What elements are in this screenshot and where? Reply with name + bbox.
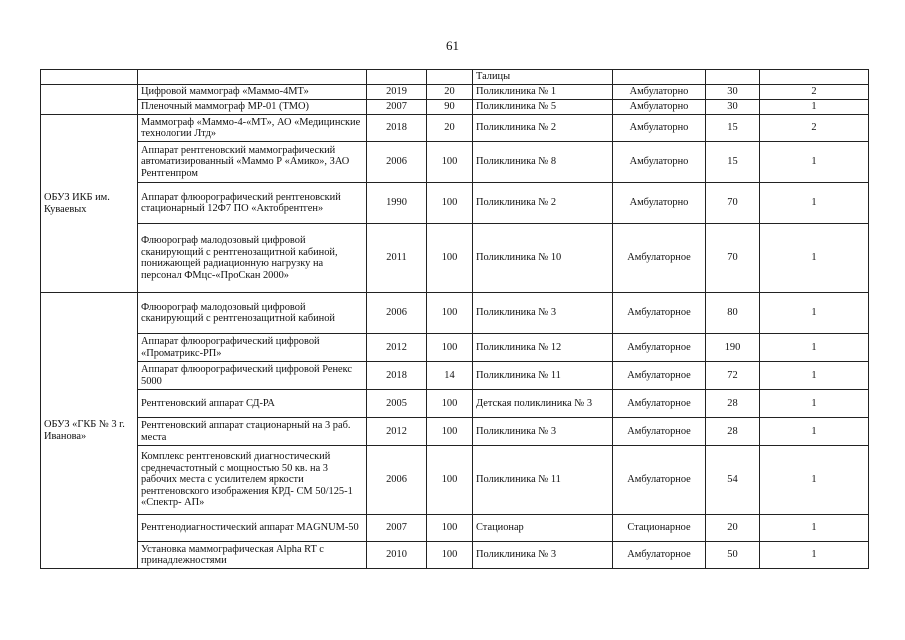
location-cell: Поликлиника № 10 [473, 224, 613, 293]
load-cell: 28 [706, 390, 760, 418]
continuation-label: Талицы [473, 70, 613, 85]
mode-cell: Амбулаторное [613, 418, 706, 446]
mode-cell: Амбулаторно [613, 100, 706, 115]
mode-cell: Амбулаторное [613, 390, 706, 418]
load-cell: 28 [706, 418, 760, 446]
org-cell [41, 85, 138, 115]
wear-cell: 100 [427, 390, 473, 418]
table-row [41, 362, 869, 390]
load-cell: 190 [706, 334, 760, 362]
year-cell: 2006 [367, 446, 427, 515]
location-cell: Поликлиника № 2 [473, 183, 613, 224]
equipment-name: Рентгеновский аппарат стационарный на 3 раб. места [138, 418, 367, 446]
location-cell: Поликлиника № 5 [473, 100, 613, 115]
count-cell: 2 [760, 115, 869, 142]
equipment-name: Комплекс рентгеновский диагностический среднечастотный с мощностью 50 кв. на 3 рабочих места с усилителем яркости рентгеновского изображения КРД- СМ 50/125-1 «Спектр- АП» [138, 446, 367, 515]
year-cell: 2018 [367, 115, 427, 142]
table-row [41, 100, 869, 115]
year-cell: 2012 [367, 334, 427, 362]
wear-cell: 100 [427, 142, 473, 183]
load-cell: 54 [706, 446, 760, 515]
location-cell: Поликлиника № 2 [473, 115, 613, 142]
location-cell: Поликлиника № 3 [473, 542, 613, 569]
load-cell: 15 [706, 115, 760, 142]
load-cell: 70 [706, 183, 760, 224]
wear-cell: 100 [427, 515, 473, 542]
year-cell: 1990 [367, 183, 427, 224]
equipment-name: Флюорограф малодозовый цифровой сканирующий с рентгенозащитной кабиной [138, 293, 367, 334]
equipment-name: Аппарат флюорографический цифровой «Проматрикс-РП» [138, 334, 367, 362]
wear-cell: 90 [427, 100, 473, 115]
mode-cell: Амбулаторно [613, 142, 706, 183]
equipment-name: Цифровой маммограф «Маммо-4МТ» [138, 85, 367, 100]
count-cell: 1 [760, 334, 869, 362]
equipment-name: Аппарат флюорографический цифровой Ренекс 5000 [138, 362, 367, 390]
load-cell: 15 [706, 142, 760, 183]
mode-cell: Амбулаторное [613, 446, 706, 515]
wear-cell: 100 [427, 446, 473, 515]
wear-cell: 100 [427, 293, 473, 334]
equipment-name: Аппарат рентгеновский маммографический автоматизированный «Маммо Р «Амико», ЗАО Рентгенпром [138, 142, 367, 183]
location-cell: Поликлиника № 12 [473, 334, 613, 362]
count-cell: 2 [760, 85, 869, 100]
table-row [41, 142, 869, 183]
wear-cell: 100 [427, 183, 473, 224]
location-cell: Поликлиника № 11 [473, 446, 613, 515]
mode-cell: Амбулаторное [613, 334, 706, 362]
count-cell: 1 [760, 293, 869, 334]
equipment-name: Маммограф «Маммо-4-«МТ», АО «Медицинские технологии Лтд» [138, 115, 367, 142]
table-row [41, 334, 869, 362]
mode-cell: Стационарное [613, 515, 706, 542]
equipment-name: Рентгенодиагностический аппарат MAGNUM-50 [138, 515, 367, 542]
wear-cell: 100 [427, 418, 473, 446]
year-cell: 2007 [367, 515, 427, 542]
equipment-name: Установка маммографическая Alpha RT с принадлежностями [138, 542, 367, 569]
wear-cell: 14 [427, 362, 473, 390]
count-cell: 1 [760, 542, 869, 569]
count-cell: 1 [760, 515, 869, 542]
year-cell: 2011 [367, 224, 427, 293]
load-cell: 20 [706, 515, 760, 542]
table-row [41, 446, 869, 515]
mode-cell: Амбулаторно [613, 183, 706, 224]
year-cell: 2019 [367, 85, 427, 100]
table-row [41, 390, 869, 418]
count-cell: 1 [760, 224, 869, 293]
table-row [41, 115, 869, 142]
table-row [41, 85, 869, 100]
count-cell: 1 [760, 390, 869, 418]
mode-cell: Амбулаторное [613, 293, 706, 334]
page-number: 61 [446, 38, 459, 53]
location-cell: Детская поликлиника № 3 [473, 390, 613, 418]
mode-cell: Амбулаторное [613, 224, 706, 293]
load-cell: 30 [706, 85, 760, 100]
mode-cell: Амбулаторное [613, 362, 706, 390]
equipment-name: Пленочный маммограф МР-01 (ТМО) [138, 100, 367, 115]
year-cell: 2005 [367, 390, 427, 418]
equipment-name: Рентгеновский аппарат СД-РА [138, 390, 367, 418]
year-cell: 2010 [367, 542, 427, 569]
load-cell: 70 [706, 224, 760, 293]
year-cell: 2006 [367, 293, 427, 334]
table-row [41, 293, 869, 334]
table-row [41, 515, 869, 542]
wear-cell: 100 [427, 224, 473, 293]
count-cell: 1 [760, 183, 869, 224]
load-cell: 30 [706, 100, 760, 115]
mode-cell: Амбулаторное [613, 542, 706, 569]
table-row [41, 70, 869, 85]
location-cell: Поликлиника № 11 [473, 362, 613, 390]
load-cell: 72 [706, 362, 760, 390]
location-cell: Поликлиника № 8 [473, 142, 613, 183]
load-cell: 80 [706, 293, 760, 334]
equipment-name: Аппарат флюорографический рентгеновский стационарный 12Ф7 ПО «Актобрентген» [138, 183, 367, 224]
count-cell: 1 [760, 362, 869, 390]
year-cell: 2012 [367, 418, 427, 446]
count-cell: 1 [760, 142, 869, 183]
table-row [41, 183, 869, 224]
count-cell: 1 [760, 418, 869, 446]
location-cell: Стационар [473, 515, 613, 542]
wear-cell: 100 [427, 542, 473, 569]
location-cell: Поликлиника № 1 [473, 85, 613, 100]
location-cell: Поликлиника № 3 [473, 418, 613, 446]
count-cell: 1 [760, 446, 869, 515]
org-cell: ОБУЗ «ГКБ № 3 г. Иванова» [41, 293, 138, 569]
table-row [41, 224, 869, 293]
year-cell: 2007 [367, 100, 427, 115]
mode-cell: Амбулаторно [613, 115, 706, 142]
count-cell: 1 [760, 100, 869, 115]
equipment-table [40, 69, 869, 569]
mode-cell: Амбулаторно [613, 85, 706, 100]
year-cell: 2006 [367, 142, 427, 183]
wear-cell: 100 [427, 334, 473, 362]
location-cell: Поликлиника № 3 [473, 293, 613, 334]
org-cell [41, 70, 138, 85]
table-row [41, 418, 869, 446]
table-row [41, 542, 869, 569]
year-cell: 2018 [367, 362, 427, 390]
equipment-name: Флюорограф малодозовый цифровой сканирующий с рентгенозащитной кабиной, понижающей радиационную нагрузку на персонал ФМцс-«ПроСкан 2000» [138, 224, 367, 293]
wear-cell: 20 [427, 85, 473, 100]
wear-cell: 20 [427, 115, 473, 142]
load-cell: 50 [706, 542, 760, 569]
org-cell: ОБУЗ ИКБ им. Куваевых [41, 115, 138, 293]
